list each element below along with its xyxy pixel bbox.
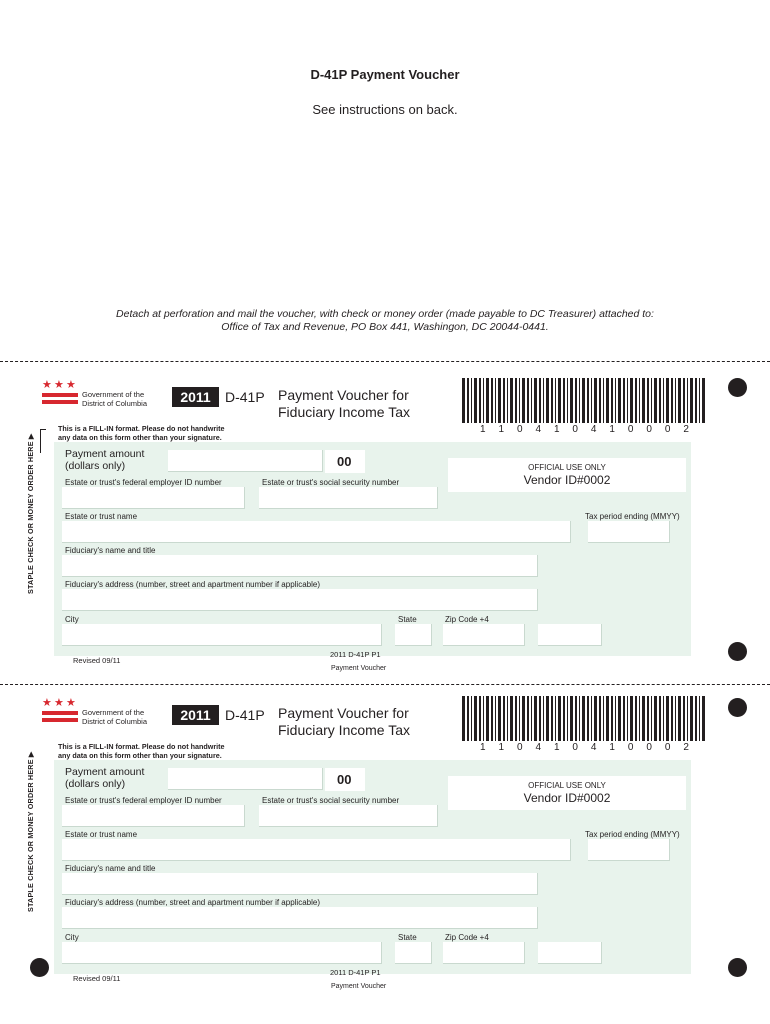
barcode-digit: 2 — [683, 742, 689, 753]
barcode-digit: 1 — [553, 424, 560, 435]
payment-amount-label: Payment amount (dollars only) — [65, 448, 145, 472]
barcode-bar — [651, 378, 652, 423]
ssn-label: Estate or trust's social security number — [262, 478, 400, 487]
fein-field[interactable] — [62, 487, 245, 509]
barcode-bar — [618, 696, 621, 741]
barcode-bar — [471, 696, 472, 741]
barcode-bar — [522, 378, 525, 423]
barcode-bar — [543, 378, 544, 423]
state-label: State — [398, 933, 417, 942]
tax-period-label: Tax period ending (MMYY) — [585, 830, 680, 839]
barcode-bar — [575, 378, 577, 423]
address-label: Fiduciary's address (number, street and apartment number if applicable) — [65, 580, 320, 589]
barcode-digits — [462, 424, 707, 435]
tax-period-field[interactable] — [588, 521, 670, 543]
barcode-digit: 0 — [664, 742, 671, 753]
barcode-bar — [479, 696, 481, 741]
punch-hole — [728, 958, 747, 977]
flag-stripe — [42, 711, 78, 715]
barcode-bar — [659, 378, 661, 423]
address-field[interactable] — [62, 589, 538, 611]
barcode-bar — [534, 696, 537, 741]
cents-value: 00 — [325, 450, 365, 473]
barcode-digit: 0 — [664, 424, 671, 435]
barcode-bar — [495, 378, 496, 423]
barcode-bar — [507, 378, 508, 423]
barcode-bar — [539, 378, 541, 423]
punch-hole — [728, 698, 747, 717]
barcode-bar — [515, 696, 517, 741]
punch-hole — [30, 958, 49, 977]
punch-hole — [728, 642, 747, 661]
barcode-bar — [627, 696, 628, 741]
address-label: Fiduciary's address (number, street and apartment number if applicable) — [65, 898, 320, 907]
fiduciary-name-label: Fiduciary's name and title — [65, 546, 156, 555]
city-label: City — [65, 615, 79, 624]
ssn-label: Estate or trust's social security number — [262, 796, 400, 805]
barcode-bar — [690, 696, 693, 741]
barcode-digit: 0 — [516, 424, 523, 435]
official-use-box: OFFICIAL USE ONLY Vendor ID#0002 — [448, 458, 686, 492]
barcode-digit: 1 — [553, 742, 560, 753]
dc-logo — [42, 380, 162, 410]
barcode-bar — [467, 378, 469, 423]
barcode-bar — [510, 696, 513, 741]
staple-instruction: STAPLE CHECK OR MONEY ORDER HERE ▶ — [26, 433, 35, 594]
barcode — [462, 696, 707, 741]
barcode-bar — [630, 378, 633, 423]
star-icon: ★ — [42, 697, 52, 709]
staple-bracket — [40, 429, 46, 453]
payment-amount-field[interactable] — [168, 450, 323, 472]
payment-voucher-2 — [0, 680, 770, 990]
star-icon: ★ — [54, 379, 64, 391]
barcode-bar — [678, 696, 681, 741]
barcode-bar — [651, 696, 652, 741]
barcode-bar — [570, 696, 573, 741]
barcode-bar — [519, 378, 520, 423]
barcode-bar — [671, 696, 673, 741]
barcode-bar — [683, 696, 685, 741]
barcode-digit: 0 — [646, 742, 652, 753]
barcode-bar — [551, 378, 553, 423]
flag-stripe — [42, 393, 78, 397]
barcode-bar — [498, 378, 501, 423]
staple-instruction: STAPLE CHECK OR MONEY ORDER HERE ▶ — [26, 751, 35, 912]
fiduciary-name-field[interactable] — [62, 873, 538, 895]
barcode-bar — [623, 696, 625, 741]
fill-in-notice: This is a FILL-IN format. Please do not handwrite any data on this form other than your signature. — [58, 742, 225, 760]
barcode-bar — [627, 378, 628, 423]
page-title: D-41P Payment Voucher — [310, 67, 460, 82]
barcode-digit: 2 — [683, 424, 689, 435]
barcode-bar — [675, 378, 676, 423]
barcode-bar — [546, 378, 549, 423]
barcode-bar — [606, 696, 609, 741]
barcode-bar — [635, 378, 637, 423]
barcode-bar — [491, 696, 493, 741]
barcode-bar — [642, 696, 645, 741]
official-use-box: OFFICIAL USE ONLY Vendor ID#0002 — [448, 776, 686, 810]
dc-logo — [42, 698, 162, 728]
state-field[interactable] — [395, 942, 432, 964]
fein-field[interactable] — [62, 805, 245, 827]
barcode-bar — [663, 696, 664, 741]
barcode-bar — [587, 696, 589, 741]
barcode-bar — [555, 378, 556, 423]
barcode-bar — [603, 378, 604, 423]
barcode-digits — [462, 742, 707, 753]
barcode-bar — [663, 378, 664, 423]
estate-name-field[interactable] — [62, 521, 571, 543]
payment-amount-field[interactable] — [168, 768, 323, 790]
fein-label: Estate or trust's federal employer ID number — [65, 478, 222, 487]
barcode-bar — [702, 696, 705, 741]
barcode-bar — [594, 696, 597, 741]
barcode-bar — [690, 378, 693, 423]
footer-form-name: Payment Voucher — [331, 983, 387, 990]
barcode-bar — [563, 696, 565, 741]
barcode-digit: 0 — [572, 742, 578, 753]
form-code: 2011 D-41P P1 — [330, 968, 381, 977]
star-icon: ★ — [66, 379, 76, 391]
barcode-bar — [582, 696, 585, 741]
barcode-digit: 0 — [572, 424, 578, 435]
barcode-bar — [654, 696, 657, 741]
barcode-bar — [483, 378, 484, 423]
barcode-bar — [546, 696, 549, 741]
barcode-bar — [491, 378, 493, 423]
barcode-bar — [462, 696, 465, 741]
star-icon: ★ — [54, 697, 64, 709]
barcode-bar — [486, 696, 489, 741]
revision-date: Revised 09/11 — [73, 974, 121, 983]
barcode-bar — [635, 696, 637, 741]
barcode-digit: 4 — [590, 742, 597, 753]
flag-stripe — [42, 718, 78, 722]
barcode-digit: 1 — [609, 742, 615, 753]
fiduciary-name-label: Fiduciary's name and title — [65, 864, 156, 873]
form-id: D-41P — [225, 707, 265, 723]
zip-label: Zip Code +4 — [445, 615, 489, 624]
state-label: State — [398, 615, 417, 624]
barcode-bar — [611, 696, 613, 741]
barcode-digit: 0 — [646, 424, 652, 435]
flag-stripe — [42, 400, 78, 404]
barcode-bar — [666, 696, 669, 741]
city-field[interactable] — [62, 624, 382, 646]
barcode-bar — [462, 378, 465, 423]
barcode-bar — [483, 696, 484, 741]
barcode-digit: 1 — [480, 424, 486, 435]
barcode-bar — [551, 696, 553, 741]
barcode-digit: 1 — [498, 742, 505, 753]
barcode-bar — [531, 378, 532, 423]
punch-hole — [728, 378, 747, 397]
barcode-bar — [599, 378, 601, 423]
star-icon: ★ — [42, 379, 52, 391]
barcode-bar — [615, 696, 616, 741]
barcode-bar — [639, 696, 640, 741]
estate-name-label: Estate or trust name — [65, 512, 138, 521]
barcode-bar — [582, 378, 585, 423]
footer-form-name: Payment Voucher — [331, 665, 387, 672]
ssn-field[interactable] — [259, 487, 438, 509]
barcode-bar — [503, 378, 505, 423]
zip-plus4-field[interactable] — [538, 624, 602, 646]
barcode-bar — [510, 378, 513, 423]
barcode-bar — [539, 696, 541, 741]
barcode-bar — [503, 696, 505, 741]
barcode-bar — [570, 378, 573, 423]
barcode-digit: 0 — [627, 424, 634, 435]
barcode-digit: 1 — [609, 424, 615, 435]
city-label: City — [65, 933, 79, 942]
barcode-bar — [687, 378, 688, 423]
barcode-digit: 4 — [590, 424, 597, 435]
barcode-bar — [647, 696, 649, 741]
barcode-bar — [558, 696, 561, 741]
barcode-bar — [591, 696, 592, 741]
mailing-address: Office of Tax and Revenue, PO Box 441, Washingon, DC 20044-0441. — [221, 321, 549, 333]
barcode-bar — [647, 378, 649, 423]
barcode-bar — [479, 378, 481, 423]
barcode-bar — [555, 696, 556, 741]
barcode-bar — [575, 696, 577, 741]
payment-voucher-1 — [0, 362, 770, 672]
barcode-bar — [527, 378, 529, 423]
barcode-bar — [666, 378, 669, 423]
barcode-bar — [587, 378, 589, 423]
barcode-bar — [639, 378, 640, 423]
government-name: Government of the District of Columbia — [82, 708, 148, 726]
state-field[interactable] — [395, 624, 432, 646]
barcode-bar — [519, 696, 520, 741]
cents-value: 00 — [325, 768, 365, 791]
barcode-bar — [467, 696, 469, 741]
barcode-bar — [567, 378, 568, 423]
barcode-bar — [671, 378, 673, 423]
barcode-digit: 4 — [535, 742, 542, 753]
barcode-bar — [498, 696, 501, 741]
tax-year: 2011 — [172, 387, 219, 407]
detach-instructions: Detach at perforation and mail the voucher, with check or money order (made payable to DC Treasurer) attached to: — [116, 308, 654, 320]
barcode-bar — [474, 378, 477, 423]
barcode-bar — [603, 696, 604, 741]
barcode-bar — [606, 378, 609, 423]
form-id: D-41P — [225, 389, 265, 405]
barcode-bar — [659, 696, 661, 741]
barcode-bar — [630, 696, 633, 741]
zip-plus4-field[interactable] — [538, 942, 602, 964]
tax-period-label: Tax period ending (MMYY) — [585, 512, 680, 521]
zip-label: Zip Code +4 — [445, 933, 489, 942]
barcode-bar — [702, 378, 705, 423]
fill-in-notice: This is a FILL-IN format. Please do not handwrite any data on this form other than your signature. — [58, 424, 225, 442]
barcode-bar — [515, 378, 517, 423]
vendor-id: Vendor ID#0002 — [523, 791, 611, 805]
revision-date: Revised 09/11 — [73, 656, 121, 665]
barcode-digit: 1 — [480, 742, 486, 753]
page-subtitle: See instructions on back. — [312, 102, 458, 117]
barcode-bar — [654, 378, 657, 423]
form-title: Payment Voucher for Fiduciary Income Tax — [278, 387, 411, 420]
zip-field[interactable] — [443, 624, 525, 646]
form-title: Payment Voucher for Fiduciary Income Tax — [278, 705, 411, 738]
barcode-bar — [699, 696, 700, 741]
barcode-bar — [543, 696, 544, 741]
barcode-bar — [474, 696, 477, 741]
barcode-bar — [683, 378, 685, 423]
barcode-bar — [507, 696, 508, 741]
barcode-bar — [695, 378, 697, 423]
barcode-digit: 4 — [535, 424, 542, 435]
barcode-bar — [558, 378, 561, 423]
barcode-bar — [567, 696, 568, 741]
barcode-bar — [687, 696, 688, 741]
payment-amount-label: Payment amount (dollars only) — [65, 766, 145, 790]
tax-year: 2011 — [172, 705, 219, 725]
fein-label: Estate or trust's federal employer ID number — [65, 796, 222, 805]
city-field[interactable] — [62, 942, 382, 964]
address-field[interactable] — [62, 907, 538, 929]
fiduciary-name-field[interactable] — [62, 555, 538, 577]
barcode-bar — [594, 378, 597, 423]
barcode-bar — [534, 378, 537, 423]
barcode-bar — [495, 696, 496, 741]
barcode-bar — [623, 378, 625, 423]
form-code: 2011 D-41P P1 — [330, 650, 381, 659]
vendor-id: Vendor ID#0002 — [523, 473, 611, 487]
estate-name-label: Estate or trust name — [65, 830, 138, 839]
barcode-bar — [615, 378, 616, 423]
barcode-bar — [642, 378, 645, 423]
barcode-bar — [675, 696, 676, 741]
barcode-digit: 0 — [627, 742, 634, 753]
star-icon: ★ — [66, 697, 76, 709]
barcode-bar — [471, 378, 472, 423]
barcode-bar — [678, 378, 681, 423]
barcode-bar — [563, 378, 565, 423]
barcode-digit: 1 — [498, 424, 505, 435]
barcode-bar — [611, 378, 613, 423]
barcode-bar — [699, 378, 700, 423]
barcode-bar — [599, 696, 601, 741]
barcode-bar — [486, 378, 489, 423]
tax-period-field[interactable] — [588, 839, 670, 861]
barcode — [462, 378, 707, 423]
barcode-digit: 0 — [516, 742, 523, 753]
barcode-bar — [531, 696, 532, 741]
ssn-field[interactable] — [259, 805, 438, 827]
estate-name-field[interactable] — [62, 839, 571, 861]
barcode-bar — [695, 696, 697, 741]
zip-field[interactable] — [443, 942, 525, 964]
barcode-bar — [579, 378, 580, 423]
barcode-bar — [579, 696, 580, 741]
government-name: Government of the District of Columbia — [82, 390, 148, 408]
barcode-bar — [591, 378, 592, 423]
barcode-bar — [522, 696, 525, 741]
barcode-bar — [527, 696, 529, 741]
barcode-bar — [618, 378, 621, 423]
